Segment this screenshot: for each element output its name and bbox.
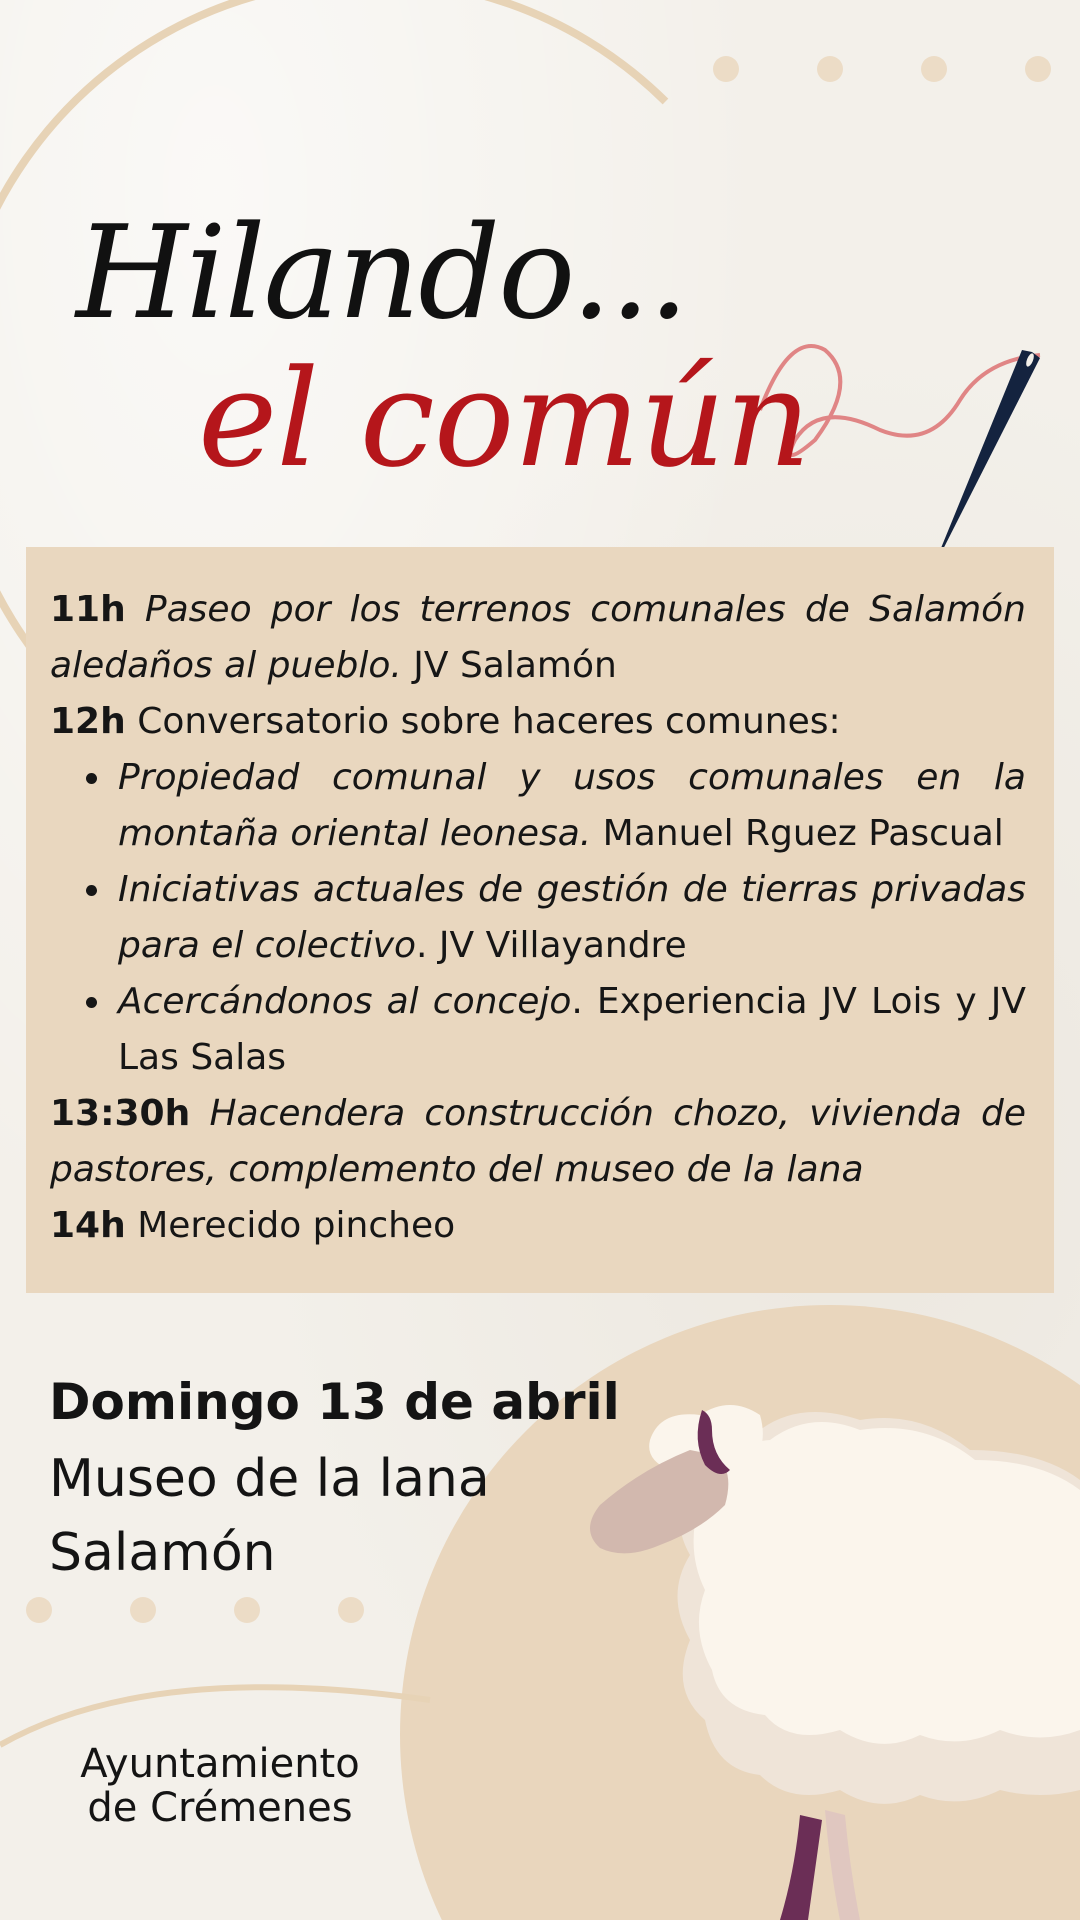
program-activity: Conversatorio sobre haceres comunes: xyxy=(137,701,841,742)
dot xyxy=(921,56,947,82)
event-venue: Museo de la lana xyxy=(49,1449,490,1509)
event-place xyxy=(49,1443,490,1591)
program-time: 12h xyxy=(50,701,126,742)
program-activity: Hacendera construcción chozo, vivienda de pastores, complemento del museo de la lana xyxy=(50,1093,1026,1190)
talk-speaker: Manuel Rguez Pascual xyxy=(591,813,1004,854)
title-line-2: el común xyxy=(198,341,811,497)
top-dots xyxy=(713,56,1051,82)
middle-dots xyxy=(26,1597,364,1623)
talks-list xyxy=(50,750,1026,1086)
program-box xyxy=(26,547,1054,1293)
talk-speaker: . Experiencia JV Lois y JV Las Salas xyxy=(118,981,1026,1078)
dot xyxy=(817,56,843,82)
dot xyxy=(234,1597,260,1623)
dot xyxy=(130,1597,156,1623)
dot xyxy=(338,1597,364,1623)
talk-speaker: . JV Villayandre xyxy=(416,925,687,966)
event-town: Salamón xyxy=(49,1522,276,1583)
program-item-2 xyxy=(50,694,1026,750)
talk-title: Propiedad comunal y usos comunales en la montaña oriental leonesa. xyxy=(118,757,1026,854)
program-activity: Merecido pincheo xyxy=(137,1205,456,1246)
organizer-credit xyxy=(70,1742,370,1830)
program-activity: Paseo por los terrenos comunales de Salamón aledaños al pueblo. xyxy=(50,589,1026,686)
program-item-1 xyxy=(50,582,1026,694)
organizer-line-1: Ayuntamiento xyxy=(80,1741,360,1787)
event-date: Domingo 13 de abril xyxy=(49,1373,620,1431)
talk-item xyxy=(118,862,1026,974)
program-item-3 xyxy=(50,1086,1026,1198)
needle xyxy=(930,350,1040,575)
bottom-left-arc xyxy=(0,1687,430,1745)
program-time: 11h xyxy=(50,589,126,630)
program-organizer: JV Salamón xyxy=(401,645,617,686)
talk-title: Acercándonos al concejo xyxy=(118,981,572,1022)
program-time: 13:30h xyxy=(50,1093,191,1134)
talk-title: Iniciativas actuales de gestión de tierras privadas para el colectivo xyxy=(118,869,1026,966)
dot xyxy=(26,1597,52,1623)
title-line-1: Hilando... xyxy=(76,199,688,348)
dot xyxy=(1025,56,1051,82)
dot xyxy=(713,56,739,82)
program-time: 14h xyxy=(50,1205,126,1246)
organizer-line-2: de Crémenes xyxy=(87,1785,353,1831)
talk-item xyxy=(118,750,1026,862)
talk-item xyxy=(118,974,1026,1086)
program-item-4 xyxy=(50,1198,1026,1254)
